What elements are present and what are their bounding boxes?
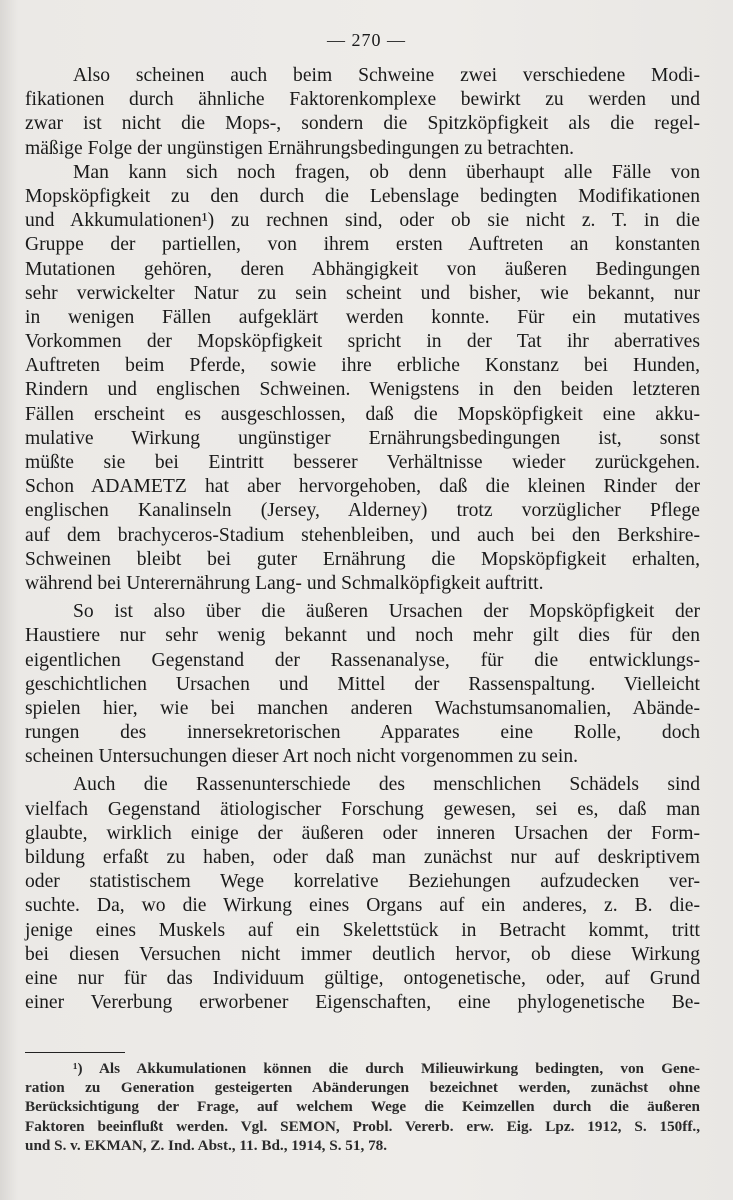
text-line: Haustiere nur sehr wenig bekannt und noch mehr gilt dies für den — [25, 625, 700, 647]
footnote — [25, 1059, 700, 1155]
text-line: spielen hier, wie bei manchen anderen Wachstumsanomalien, Abände- — [25, 697, 700, 719]
text-line: glaubte, wirklich einige der äußeren oder inneren Ursachen der Form- — [25, 822, 700, 844]
text-line: rungen des innersekretorischen Apparates eine Rolle, doch — [25, 722, 700, 744]
text-line: oder statistischem Wege korrelative Beziehungen aufzudecken ver- — [25, 871, 700, 893]
text-line: So ist also über die äußeren Ursachen der Mopsköpfigkeit der — [73, 601, 700, 623]
text-line: müßte sie bei Eintritt besserer Verhältnisse wieder zurückgehen. — [25, 452, 700, 473]
text-line: fikationen durch ähnliche Faktorenkomplexe bewirkt zu werden und — [25, 89, 700, 111]
text-line: in wenigen Fällen aufgeklärt werden konnte. Für ein mutatives — [25, 306, 700, 328]
text-line: Man kann sich noch fragen, ob denn überhaupt alle Fälle von — [73, 161, 700, 183]
paragraph-1 — [25, 64, 700, 161]
footnote-line: Berücksichtigung der Frage, auf welchem Wege die Keimzellen durch die äußeren — [25, 1098, 700, 1116]
paragraph-2 — [25, 161, 700, 596]
text-line: Fällen erscheint es ausgeschlossen, daß die Mopsköpfigkeit eine akku- — [25, 403, 700, 425]
text-line: auf dem brachyceros-Stadium stehenbleiben, und auch bei den Berkshire- — [25, 524, 700, 546]
text-line: mäßige Folge der ungünstigen Ernährungsbedingungen zu betrachten. — [25, 137, 575, 159]
footnote-divider — [25, 1052, 125, 1053]
footnote-line: ration zu Generation gesteigerten Abänderungen bezeichnet werden, zunächst ohne — [25, 1079, 700, 1097]
text-line: geschichtlichen Ursachen und Mittel der Rassenspaltung. Vielleicht — [25, 673, 700, 695]
text-line: Mopsköpfigkeit zu den durch die Lebenslage bedingten Modifikationen — [25, 185, 700, 207]
page-number: — 270 — — [327, 30, 406, 50]
text-line: jenige eines Muskels auf ein Skelettstück in Betracht kommt, tritt — [25, 919, 700, 941]
text-line: Also scheinen auch beim Schweine zwei verschiedene Modi- — [73, 65, 700, 86]
text-line: während bei Unterernährung Lang- und Schmalköpfigkeit auftritt. — [25, 572, 544, 594]
text-line: Schon ADAMETZ hat aber hervorgehoben, daß die kleinen Rinder der — [25, 476, 700, 498]
text-line: und Akkumulationen¹) zu rechnen sind, oder ob sie nicht z. T. in die — [25, 210, 700, 232]
text-line: bei diesen Versuchen nicht immer deutlich hervor, ob diese Wirkung — [25, 943, 700, 965]
text-line: sehr verwickelter Natur zu sein scheint und bisher, wie bekannt, nur — [25, 282, 700, 304]
text-line: Gruppe der partiellen, von ihrem ersten Auftreten an konstanten — [25, 234, 700, 256]
text-line: mulative Wirkung ungünstiger Ernährungsbedingungen ist, sonst — [25, 427, 700, 449]
text-line: Mutationen gehören, deren Abhängigkeit von äußeren Bedingungen — [25, 258, 700, 280]
text-line: bildung erfaßt zu haben, oder daß man zunächst nur auf deskriptivem — [25, 847, 700, 868]
text-line: zwar ist nicht die Mops-, sondern die Spitzköpfigkeit als die regel- — [25, 113, 700, 135]
footnote-line: und S. v. EKMAN, Z. Ind. Abst., 11. Bd., 1914, S. 51, 78. — [25, 1136, 388, 1154]
text-line: englischen Kanalinseln (Jersey, Alderney) trotz vorzüglicher Pflege — [25, 500, 700, 522]
body-text — [25, 64, 700, 1015]
text-line: Auch die Rassenunterschiede des menschlichen Schädels sind — [73, 774, 700, 796]
text-line: Vorkommen der Mopsköpfigkeit spricht in der Tat ihr aberratives — [25, 331, 700, 353]
text-line: einer Vererbung erworbener Eigenschaften, eine phylogenetische Be- — [25, 992, 700, 1014]
text-line: Auftreten beim Pferde, sowie ihre erbliche Konstanz bei Hunden, — [25, 355, 700, 377]
text-line: eine nur für das Individuum gültige, ontogenetische, oder, auf Grund — [25, 967, 700, 989]
text-line: Schweinen bleibt bei guter Ernährung die Mopsköpfigkeit erhalten, — [25, 548, 700, 570]
text-line: vielfach Gegenstand ätiologischer Forschung gewesen, sei es, daß man — [25, 798, 700, 820]
text-line: Rindern und englischen Schweinen. Wenigstens in den beiden letzteren — [25, 379, 700, 401]
paragraph-3 — [25, 600, 700, 769]
text-line: scheinen Untersuchungen dieser Art noch nicht vorgenommen zu sein. — [25, 746, 579, 768]
paragraph-4 — [25, 773, 700, 1015]
footnote-line: Faktoren beeinflußt werden. Vgl. SEMON, Probl. Vererb. erw. Eig. Lpz. 1912, S. 150ff., — [25, 1117, 700, 1135]
text-line: suchte. Da, wo die Wirkung eines Organs auf ein anderes, z. B. die- — [25, 895, 700, 917]
text-line: eigentlichen Gegenstand der Rassenanalyse, für die entwicklungs- — [25, 649, 700, 671]
footnote-line: ¹) Als Akkumulationen können die durch Milieuwirkung bedingten, von Gene- — [73, 1060, 700, 1077]
